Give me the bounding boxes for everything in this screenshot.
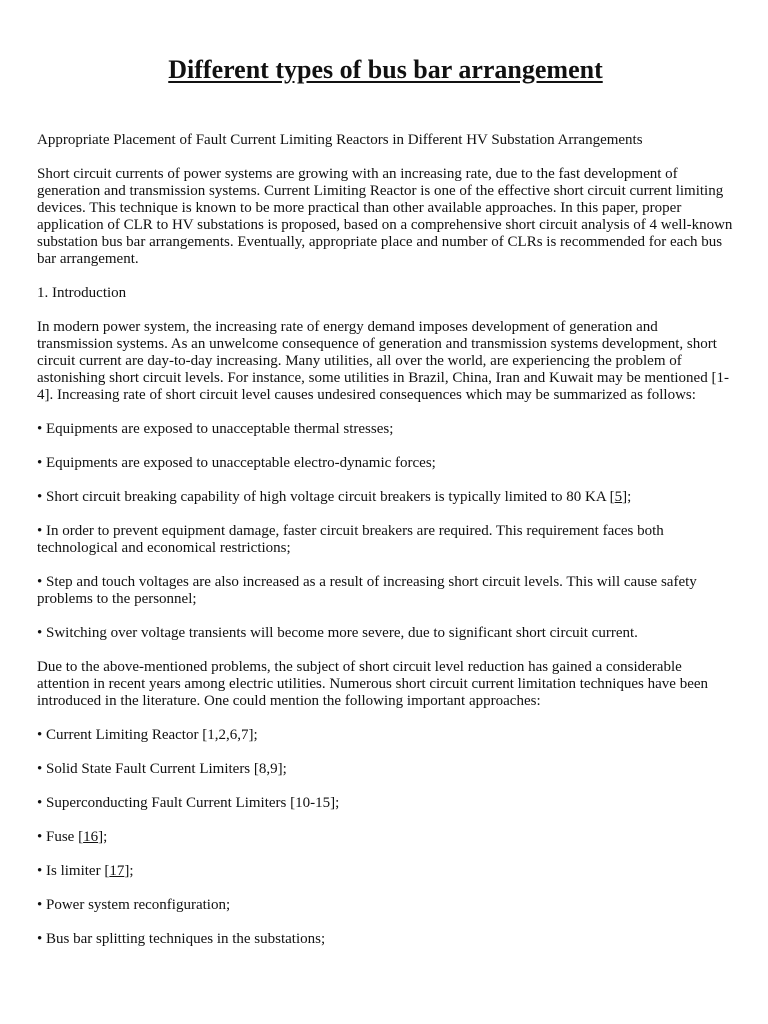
problems-paragraph: Due to the above-mentioned problems, the subject of short circuit level reduction has gained a considerable attention in recent years among electric utilities. Numerous short circuit current limitation techniques have been introduced in the literature. One could mention the following important approaches: <box>37 659 709 709</box>
approach-is-limiter-end: ]; <box>124 863 134 879</box>
page-title: Different types of bus bar arrangement <box>168 55 603 84</box>
approach-bus-bar-splitting: • Bus bar splitting techniques in the substations; <box>37 931 326 947</box>
intro-paragraph: In modern power system, the increasing rate of energy demand imposes development of generation and transmission systems. As an unwelcome consequence of generation and transmission systems development, short circuit current are day-to-day increasing. Many utilities, all over the world, are experiencing the problem of astonishing short circuit levels. For instance, some utilities in Brazil, China, Iran and Kuwait may be mentioned [1- 4]. Increasing rate of short circuit level causes undesired consequences which may be summarized as follows: <box>37 319 729 403</box>
approach-reconfiguration: • Power system reconfiguration; <box>37 897 231 913</box>
approach-current-limiting-reactor: • Current Limiting Reactor [1,2,6,7]; <box>37 727 258 743</box>
bullet-faster-breakers: • In order to prevent equipment damage, faster circuit breakers are required. This requirement faces both technological and economical restrictions; <box>37 523 664 556</box>
bullet-breaking-capability <box>37 489 734 506</box>
approach-is-limiter-text: • Is limiter [ <box>37 863 110 879</box>
bullet-step-touch-voltage: • Step and touch voltages are also increased as a result of increasing short circuit levels. This will cause safety problems to the personnel; <box>37 574 697 607</box>
approach-is-limiter <box>37 863 734 880</box>
section-heading: 1. Introduction <box>37 285 127 301</box>
reference-link-5[interactable]: 5 <box>614 489 623 505</box>
reference-link-17[interactable]: 17 <box>109 863 125 879</box>
paper-subtitle: Appropriate Placement of Fault Current Limiting Reactors in Different HV Substation Arrangements <box>37 132 643 148</box>
approach-solid-state-fcl: • Solid State Fault Current Limiters [8,9]; <box>37 761 287 777</box>
reference-link-16[interactable]: 16 <box>83 829 99 845</box>
bullet-breaking-text: • Short circuit breaking capability of high voltage circuit breakers is typically limited to 80 KA [ <box>37 489 615 505</box>
approach-fuse-text: • Fuse [ <box>37 829 84 845</box>
abstract-paragraph: Short circuit currents of power systems are growing with an increasing rate, due to the fast development of generation and transmission systems. Current Limiting Reactor is one of the effective short circuit current limiting devices. This technique is known to be more practical than other available approaches. In this paper, proper application of CLR to HV substations is proposed, based on a comprehensive short circuit analysis of 4 well-known substation bus bar arrangements. Eventually, appropriate place and number of CLRs is recommended for each bus bar arrangement. <box>37 166 733 267</box>
bullet-switching-transients: • Switching over voltage transients will become more severe, due to significant short circuit current. <box>37 625 638 641</box>
approach-fuse-end: ]; <box>98 829 108 845</box>
approach-fuse <box>37 829 734 846</box>
approach-superconducting-fcl: • Superconducting Fault Current Limiters [10-15]; <box>37 795 340 811</box>
bullet-thermal-stress: • Equipments are exposed to unacceptable thermal stresses; <box>37 421 394 437</box>
bullet-breaking-end: ]; <box>622 489 632 505</box>
bullet-electro-dynamic: • Equipments are exposed to unacceptable electro-dynamic forces; <box>37 455 436 471</box>
